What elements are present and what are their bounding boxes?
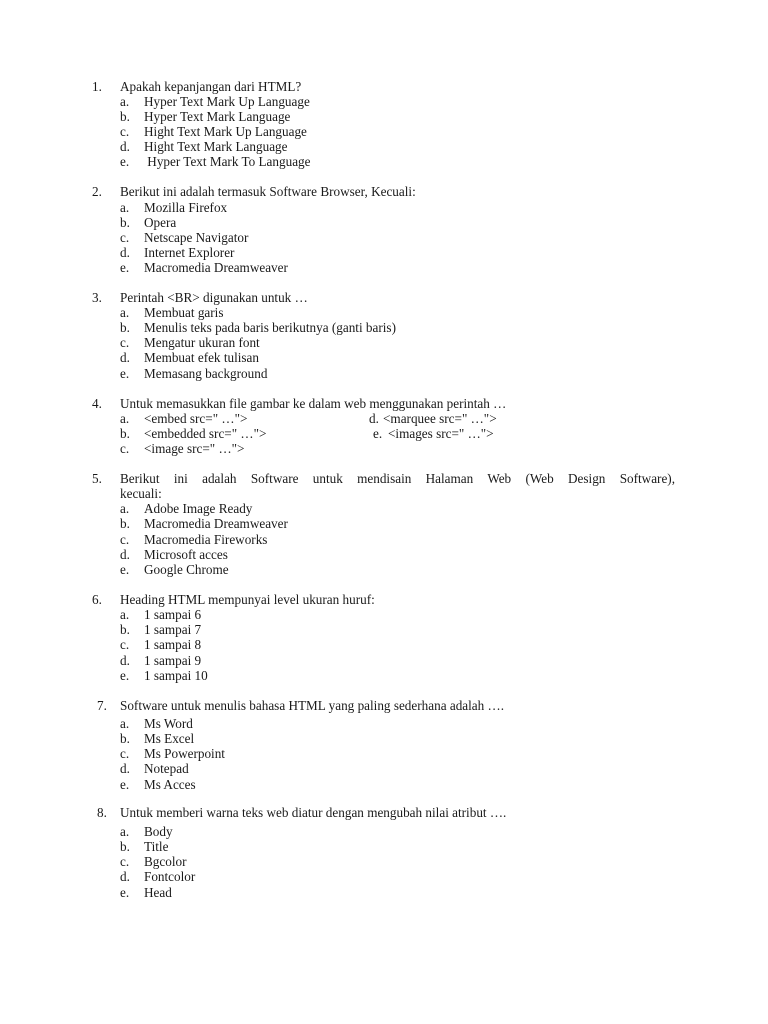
option-letter: a.: [120, 94, 130, 109]
option-letter: d.: [369, 411, 379, 426]
option-text: Hyper Text Mark Language: [144, 109, 291, 124]
option-text: <embed src=" …">: [144, 411, 248, 426]
option-text: Mengatur ukuran font: [144, 335, 260, 350]
option-letter: b.: [120, 215, 130, 230]
option-letter: c.: [120, 335, 130, 350]
option-letter: c.: [120, 854, 130, 869]
option-text: Netscape Navigator: [144, 230, 249, 245]
option-text: Ms Word: [144, 716, 193, 731]
option-text: Title: [144, 839, 169, 854]
option-letter: e.: [120, 668, 130, 683]
option-text: Fontcolor: [144, 869, 196, 884]
option-text: Macromedia Dreamweaver: [144, 516, 288, 531]
option-letter: c.: [120, 230, 130, 245]
option-letter: a.: [120, 501, 130, 516]
option-text: Google Chrome: [144, 562, 229, 577]
option-letter: e.: [120, 154, 130, 169]
option-letter: c.: [120, 124, 130, 139]
question-text-continued: kecuali:: [120, 486, 162, 501]
question-number: 3.: [92, 290, 102, 305]
option-letter: d.: [120, 350, 130, 365]
option-text: Mozilla Firefox: [144, 200, 228, 215]
option-letter: d.: [120, 547, 130, 562]
option-letter: e.: [120, 366, 130, 381]
option-text: Menulis teks pada baris berikutnya (ganti baris): [144, 320, 396, 335]
question-number: 8.: [97, 805, 107, 820]
option-letter: b.: [120, 109, 130, 124]
option-text: Opera: [144, 215, 177, 230]
option-letter: a.: [120, 607, 130, 622]
option-letter: e.: [373, 426, 383, 441]
option-text: Microsoft acces: [144, 547, 228, 562]
question-text: Untuk memberi warna teks web diatur dengan mengubah nilai atribut ….: [120, 805, 507, 820]
option-letter: c.: [120, 532, 130, 547]
option-text: 1 sampai 10: [144, 668, 208, 683]
option-letter: d.: [120, 869, 130, 884]
option-text: Hight Text Mark Language: [144, 139, 288, 154]
option-letter: d.: [120, 653, 130, 668]
option-letter: a.: [120, 200, 130, 215]
option-letter: c.: [120, 746, 130, 761]
option-letter: d.: [120, 139, 130, 154]
option-text: Bgcolor: [144, 854, 187, 869]
option-letter: e.: [120, 260, 130, 275]
option-text: Hyper Text Mark To Language: [144, 154, 311, 169]
option-text: 1 sampai 8: [144, 637, 202, 652]
question-text: Untuk memasukkan file gambar ke dalam web menggunakan perintah …: [120, 396, 507, 411]
option-letter: b.: [120, 622, 130, 637]
question-number: 5.: [92, 471, 102, 486]
option-letter: e.: [120, 562, 130, 577]
option-text: Head: [144, 885, 172, 900]
question-number: 6.: [92, 592, 102, 607]
option-letter: c.: [120, 637, 130, 652]
option-letter: a.: [120, 716, 130, 731]
option-text: <embedded src=" …">: [144, 426, 267, 441]
option-text: 1 sampai 7: [144, 622, 202, 637]
option-text: Hight Text Mark Up Language: [144, 124, 307, 139]
option-letter: b.: [120, 516, 130, 531]
option-text: Adobe Image Ready: [144, 501, 253, 516]
option-text: <image src=" …">: [144, 441, 245, 456]
option-letter: a.: [120, 824, 130, 839]
option-text: Body: [144, 824, 173, 839]
option-letter: a.: [120, 411, 130, 426]
question-text: Heading HTML mempunyai level ukuran huruf:: [120, 592, 375, 607]
option-text: Ms Excel: [144, 731, 195, 746]
option-text: Ms Powerpoint: [144, 746, 225, 761]
option-text: Notepad: [144, 761, 189, 776]
option-text: Macromedia Dreamweaver: [144, 260, 288, 275]
option-letter: c.: [120, 441, 130, 456]
option-text: Ms Acces: [144, 777, 196, 792]
question-text: Software untuk menulis bahasa HTML yang paling sederhana adalah ….: [120, 698, 505, 713]
option-letter: b.: [120, 731, 130, 746]
option-letter: d.: [120, 761, 130, 776]
option-letter: b.: [120, 320, 130, 335]
question-text: Apakah kepanjangan dari HTML?: [120, 79, 302, 94]
question-number: 1.: [92, 79, 102, 94]
question-text: Berikut ini adalah termasuk Software Browser, Kecuali:: [120, 184, 416, 199]
option-text: 1 sampai 6: [144, 607, 202, 622]
option-text: Membuat garis: [144, 305, 224, 320]
option-letter: a.: [120, 305, 130, 320]
option-letter: b.: [120, 839, 130, 854]
option-text: Memasang background: [144, 366, 268, 381]
option-text: Membuat efek tulisan: [144, 350, 259, 365]
question-number: 7.: [97, 698, 107, 713]
option-letter: e.: [120, 777, 130, 792]
question-number: 2.: [92, 184, 102, 199]
option-text: 1 sampai 9: [144, 653, 202, 668]
option-text: Internet Explorer: [144, 245, 235, 260]
question-number: 4.: [92, 396, 102, 411]
option-text: Hyper Text Mark Up Language: [144, 94, 310, 109]
option-text: <images src=" …">: [388, 426, 494, 441]
question-text: Berikut ini adalah Software untuk mendisain Halaman Web (Web Design Software),: [120, 471, 675, 486]
question-text: Perintah <BR> digunakan untuk …: [120, 290, 308, 305]
option-text: Macromedia Fireworks: [144, 532, 268, 547]
option-letter: e.: [120, 885, 130, 900]
option-text: <marquee src=" …">: [383, 411, 497, 426]
option-letter: d.: [120, 245, 130, 260]
option-letter: b.: [120, 426, 130, 441]
